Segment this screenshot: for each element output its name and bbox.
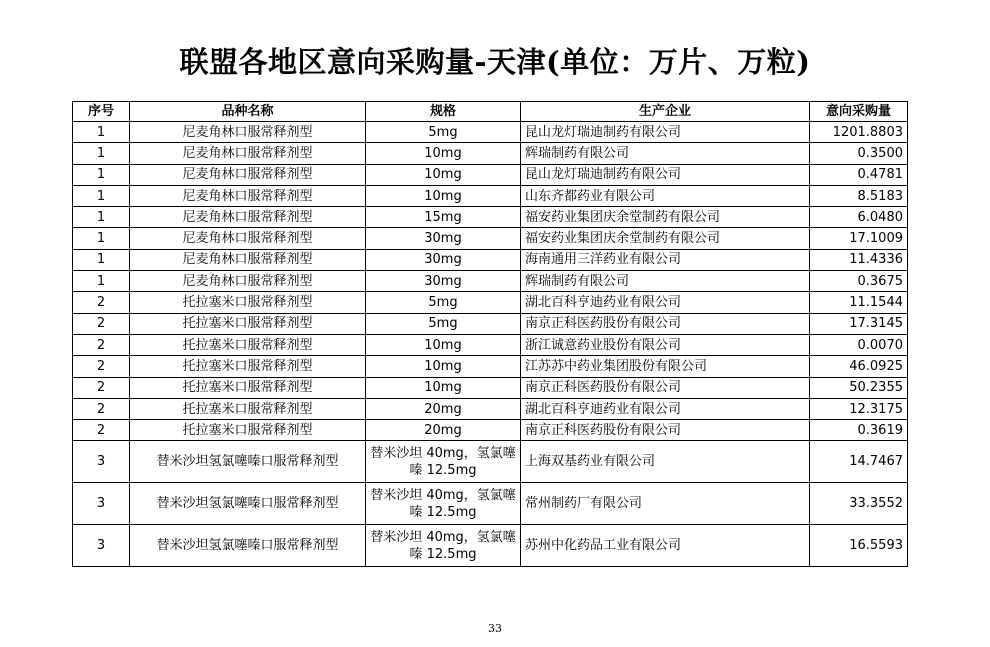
cell-specification: 30mg (366, 271, 521, 292)
cell-specification: 10mg (366, 356, 521, 377)
cell-quantity: 11.4336 (810, 249, 908, 270)
cell-specification: 20mg (366, 398, 521, 419)
cell-manufacturer: 海南通用三洋药业有限公司 (521, 249, 810, 270)
cell-quantity: 8.5183 (810, 185, 908, 206)
cell-manufacturer: 南京正科医药股份有限公司 (521, 313, 810, 334)
cell-manufacturer: 常州制药厂有限公司 (521, 483, 810, 525)
table-row (73, 228, 908, 249)
cell-specification: 10mg (366, 185, 521, 206)
table-row (73, 143, 908, 164)
cell-index: 2 (73, 356, 130, 377)
cell-index: 1 (73, 185, 130, 206)
cell-product-name: 替米沙坦氢氯噻嗪口服常释剂型 (130, 441, 366, 483)
page-title: 联盟各地区意向采购量-天津(单位：万片、万粒) (179, 45, 811, 79)
cell-specification: 10mg (366, 377, 521, 398)
cell-quantity: 33.3552 (810, 483, 908, 525)
cell-index: 2 (73, 420, 130, 441)
cell-manufacturer: 湖北百科亨迪药业有限公司 (521, 292, 810, 313)
cell-index: 2 (73, 292, 130, 313)
cell-product-name: 尼麦角林口服常释剂型 (130, 122, 366, 143)
table-row (73, 122, 908, 143)
table-row (73, 398, 908, 419)
cell-product-name: 尼麦角林口服常释剂型 (130, 271, 366, 292)
cell-product-name: 托拉塞米口服常释剂型 (130, 334, 366, 355)
cell-index: 1 (73, 164, 130, 185)
cell-specification: 替米沙坦 40mg，氢氯噻嗪 12.5mg (366, 483, 521, 525)
table-header-row (73, 102, 908, 122)
table-row (73, 292, 908, 313)
cell-product-name: 托拉塞米口服常释剂型 (130, 292, 366, 313)
cell-specification: 30mg (366, 228, 521, 249)
table-row (73, 249, 908, 270)
cell-quantity: 0.3619 (810, 420, 908, 441)
cell-specification: 10mg (366, 164, 521, 185)
cell-product-name: 尼麦角林口服常释剂型 (130, 164, 366, 185)
table-row (73, 441, 908, 483)
cell-quantity: 0.4781 (810, 164, 908, 185)
cell-specification: 5mg (366, 292, 521, 313)
table-row (73, 334, 908, 355)
cell-quantity: 17.3145 (810, 313, 908, 334)
cell-specification: 10mg (366, 143, 521, 164)
cell-quantity: 46.0925 (810, 356, 908, 377)
table-row (73, 313, 908, 334)
cell-quantity: 12.3175 (810, 398, 908, 419)
cell-quantity: 16.5593 (810, 525, 908, 567)
cell-index: 3 (73, 441, 130, 483)
cell-specification: 替米沙坦 40mg，氢氯噻嗪 12.5mg (366, 525, 521, 567)
cell-product-name: 尼麦角林口服常释剂型 (130, 143, 366, 164)
cell-specification: 30mg (366, 249, 521, 270)
header-quantity: 意向采购量 (810, 102, 908, 122)
cell-index: 1 (73, 143, 130, 164)
cell-product-name: 托拉塞米口服常释剂型 (130, 377, 366, 398)
cell-product-name: 替米沙坦氢氯噻嗪口服常释剂型 (130, 483, 366, 525)
cell-index: 2 (73, 313, 130, 334)
cell-index: 1 (73, 271, 130, 292)
cell-quantity: 14.7467 (810, 441, 908, 483)
cell-manufacturer: 南京正科医药股份有限公司 (521, 377, 810, 398)
cell-product-name: 尼麦角林口服常释剂型 (130, 228, 366, 249)
header-specification: 规格 (366, 102, 521, 122)
cell-quantity: 0.0070 (810, 334, 908, 355)
cell-manufacturer: 辉瑞制药有限公司 (521, 143, 810, 164)
cell-specification: 20mg (366, 420, 521, 441)
cell-index: 1 (73, 249, 130, 270)
cell-product-name: 托拉塞米口服常释剂型 (130, 356, 366, 377)
cell-product-name: 托拉塞米口服常释剂型 (130, 420, 366, 441)
procurement-table (72, 101, 908, 567)
cell-product-name: 托拉塞米口服常释剂型 (130, 313, 366, 334)
cell-manufacturer: 昆山龙灯瑞迪制药有限公司 (521, 122, 810, 143)
cell-manufacturer: 福安药业集团庆余堂制药有限公司 (521, 228, 810, 249)
cell-manufacturer: 山东齐都药业有限公司 (521, 185, 810, 206)
table-row (73, 377, 908, 398)
cell-quantity: 6.0480 (810, 207, 908, 228)
cell-product-name: 托拉塞米口服常释剂型 (130, 398, 366, 419)
cell-quantity: 11.1544 (810, 292, 908, 313)
cell-manufacturer: 江苏苏中药业集团股份有限公司 (521, 356, 810, 377)
table-row (73, 420, 908, 441)
cell-index: 2 (73, 398, 130, 419)
cell-product-name: 尼麦角林口服常释剂型 (130, 207, 366, 228)
cell-quantity: 0.3675 (810, 271, 908, 292)
cell-index: 3 (73, 483, 130, 525)
cell-quantity: 50.2355 (810, 377, 908, 398)
cell-manufacturer: 南京正科医药股份有限公司 (521, 420, 810, 441)
cell-specification: 5mg (366, 313, 521, 334)
cell-index: 1 (73, 207, 130, 228)
header-manufacturer: 生产企业 (521, 102, 810, 122)
table-row (73, 356, 908, 377)
cell-manufacturer: 上海双基药业有限公司 (521, 441, 810, 483)
cell-manufacturer: 湖北百科亨迪药业有限公司 (521, 398, 810, 419)
cell-specification: 替米沙坦 40mg，氢氯噻嗪 12.5mg (366, 441, 521, 483)
cell-index: 3 (73, 525, 130, 567)
cell-specification: 15mg (366, 207, 521, 228)
cell-product-name: 尼麦角林口服常释剂型 (130, 249, 366, 270)
table-row (73, 525, 908, 567)
table-row (73, 185, 908, 206)
table-row (73, 207, 908, 228)
table-row (73, 271, 908, 292)
cell-manufacturer: 浙江诚意药业股份有限公司 (521, 334, 810, 355)
header-index: 序号 (73, 102, 130, 122)
cell-quantity: 1201.8803 (810, 122, 908, 143)
page-number: 33 (488, 622, 502, 635)
table-row (73, 164, 908, 185)
cell-quantity: 0.3500 (810, 143, 908, 164)
cell-quantity: 17.1009 (810, 228, 908, 249)
header-product-name: 品种名称 (130, 102, 366, 122)
cell-manufacturer: 福安药业集团庆余堂制药有限公司 (521, 207, 810, 228)
table-row (73, 483, 908, 525)
cell-product-name: 尼麦角林口服常释剂型 (130, 185, 366, 206)
cell-manufacturer: 昆山龙灯瑞迪制药有限公司 (521, 164, 810, 185)
cell-manufacturer: 辉瑞制药有限公司 (521, 271, 810, 292)
cell-index: 2 (73, 377, 130, 398)
cell-manufacturer: 苏州中化药品工业有限公司 (521, 525, 810, 567)
cell-specification: 10mg (366, 334, 521, 355)
cell-specification: 5mg (366, 122, 521, 143)
cell-product-name: 替米沙坦氢氯噻嗪口服常释剂型 (130, 525, 366, 567)
cell-index: 1 (73, 228, 130, 249)
cell-index: 2 (73, 334, 130, 355)
cell-index: 1 (73, 122, 130, 143)
